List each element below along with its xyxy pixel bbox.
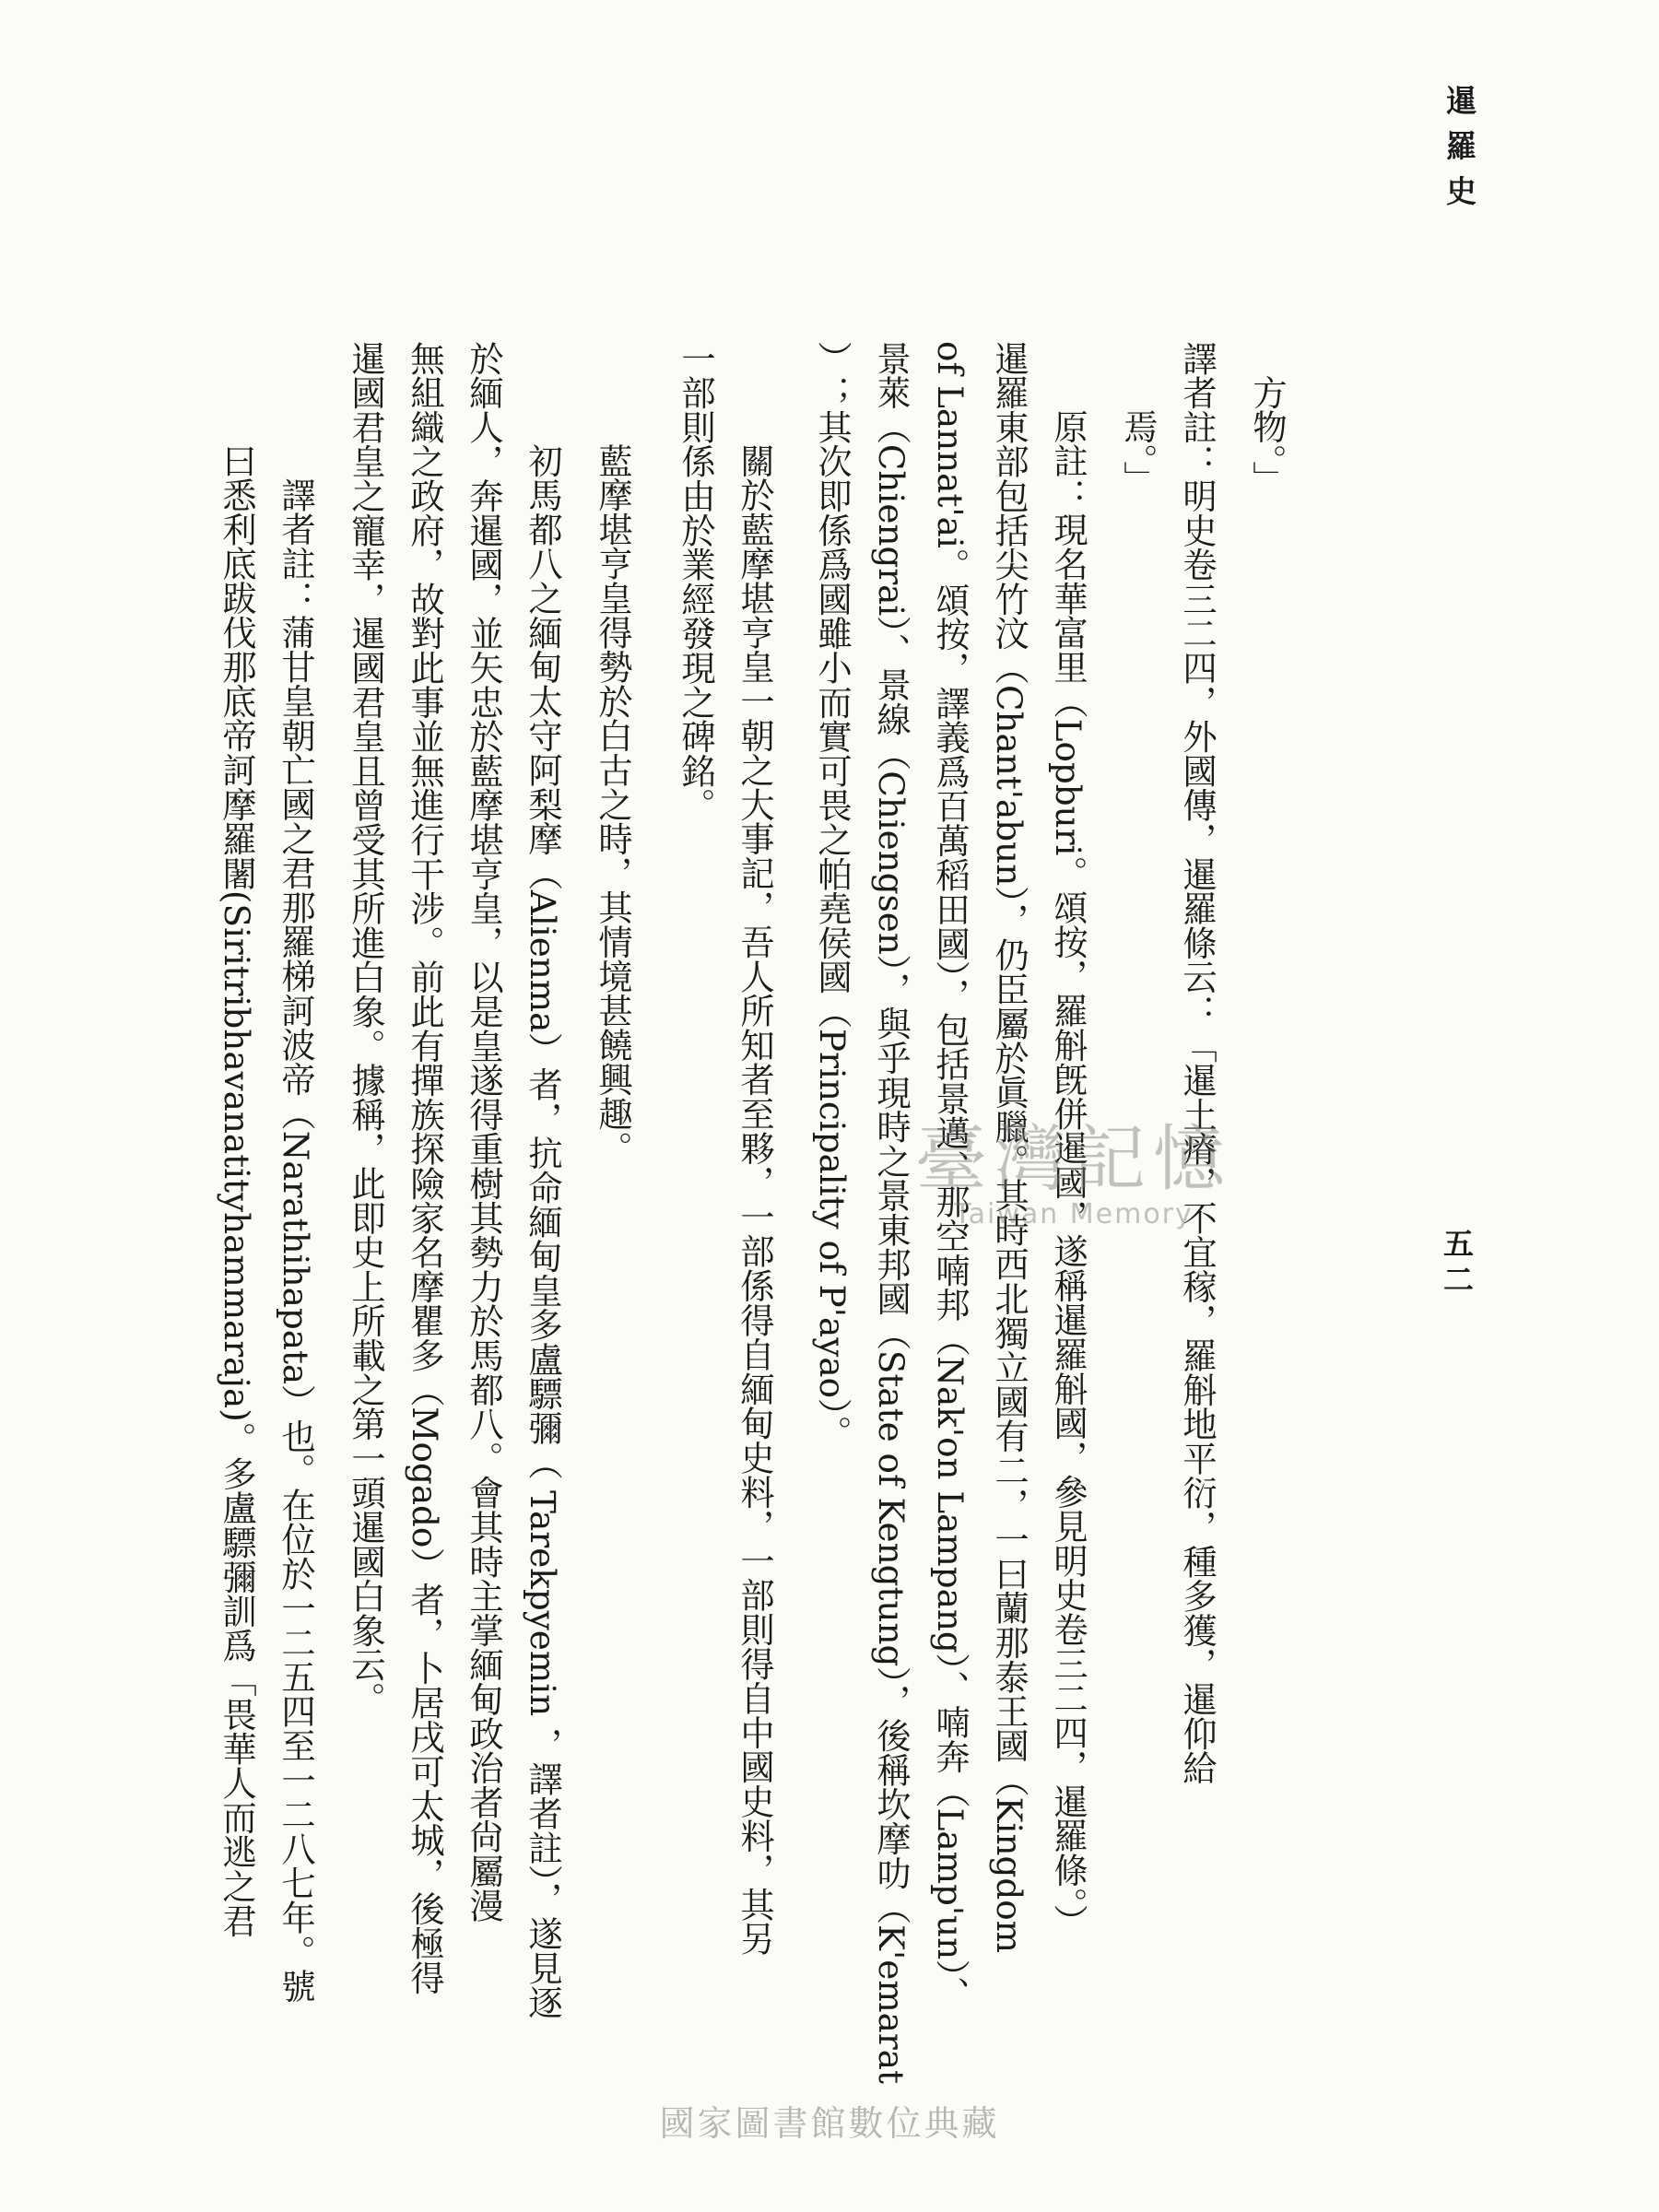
watermark-cn: 臺灣記憶 (914, 1118, 1232, 1201)
line-gap (566, 341, 590, 1986)
line-gap (636, 341, 673, 1986)
text-line: 譯者註：蒲甘皇朝亡國之君那羅梯訶波帝（Narathihapata）也。在位於一二五四至一二八七年。號 (276, 477, 316, 2004)
text-line: 於緬人，奔暹國，並矢忠於藍摩堪亨皇，以是皇遂得重樹其勢力於馬都八。會其時主掌緬甸政治者尙屬漫 (464, 341, 504, 1923)
text-line: 曰悉利底跋伐那底帝訶摩羅闍(Siritribhavanatityhammaraja)。多盧驃彌訓爲「畏華人而逃之君 (217, 443, 257, 1938)
text-line: 關於藍摩堪亨皇一朝之大事記，吾人所知者至夥，一部係得自緬甸史料，一部則得自中國史料，其另 (735, 443, 775, 1957)
text-line: 景萊（Chiengrai）、景線（Chiengsen），與乎現時之景東邦國（State of Kengtung），後稱坎摩叻（K'emarat (871, 341, 912, 2084)
text-line: 方物。」 (1247, 375, 1288, 496)
page-number: 五二 (1439, 1228, 1475, 1300)
vertical-text-body (217, 341, 1290, 2084)
page-header-title: 暹羅史 (1441, 85, 1477, 220)
line-gap (778, 341, 809, 1986)
line-gap (319, 341, 343, 1986)
line-gap (260, 341, 273, 1986)
text-line: 藍摩堪亨皇得勢於白古之時，其情境甚饒興趣。 (593, 443, 633, 1166)
line-gap (1032, 341, 1045, 1986)
line-gap (1220, 341, 1244, 1986)
text-line: 原註：現名華富里（Lopburi。頌按，羅斛旣併暹國，遂稱暹羅斛國，參見明史卷三二四，暹羅條。） (1048, 409, 1088, 1939)
line-gap (1091, 341, 1115, 1986)
line-gap (914, 341, 927, 1986)
line-gap (719, 341, 732, 1986)
text-line: of Lannat'ai。頌按，譯義爲百萬稻田國），包括景邁、那空喃邦（Nak'on Lampang）、喃奔（Lamp'un）、 (930, 341, 971, 2012)
footer-collection-label: 國家圖書館數位典藏 (659, 2103, 1000, 2144)
text-line: 無組織之政府，故對此事並無進行干涉。前此有撣族探險家名摩瞿多（Mogado）者，卜居戌可太城，後極得 (405, 341, 445, 1995)
text-line: 一部則係由於業經發現之碑銘。 (676, 341, 716, 823)
text-line: 焉。」 (1118, 409, 1159, 496)
line-gap (973, 341, 986, 1986)
text-line: ）；其次即係爲國雖小而實可畏之帕堯侯國（Principality of P'ayao）。 (812, 341, 853, 1450)
line-gap (855, 341, 868, 1986)
line-gap (448, 341, 461, 1986)
line-gap (507, 341, 520, 1986)
text-line: 暹國君皇之寵幸，暹國君皇且曾受其所進白象。據稱，此即史上所載之第一頭暹國白象云。 (346, 341, 386, 1716)
line-gap (389, 341, 402, 1986)
text-line: 暹羅東部包括尖竹汶（Chant'abun），仍臣屬於眞臘。其時西北獨立國有二，一曰蘭那泰王國（Kingdom (989, 341, 1030, 1954)
line-gap (1161, 341, 1174, 1986)
text-line: 初馬都八之緬甸太守阿梨摩（Alienma）者，抗命緬甸皇多盧驃彌（ Tarekpyemin ，譯者註），遂見逐 (523, 443, 563, 2020)
watermark-en: Taiwan Memory (954, 1197, 1194, 1230)
text-line: 譯者註：明史卷三二四，外國傳，暹羅條云：「暹土瘠，不宜稼，羅斛地平衍，種多獲，暹仰給 (1177, 341, 1218, 1785)
